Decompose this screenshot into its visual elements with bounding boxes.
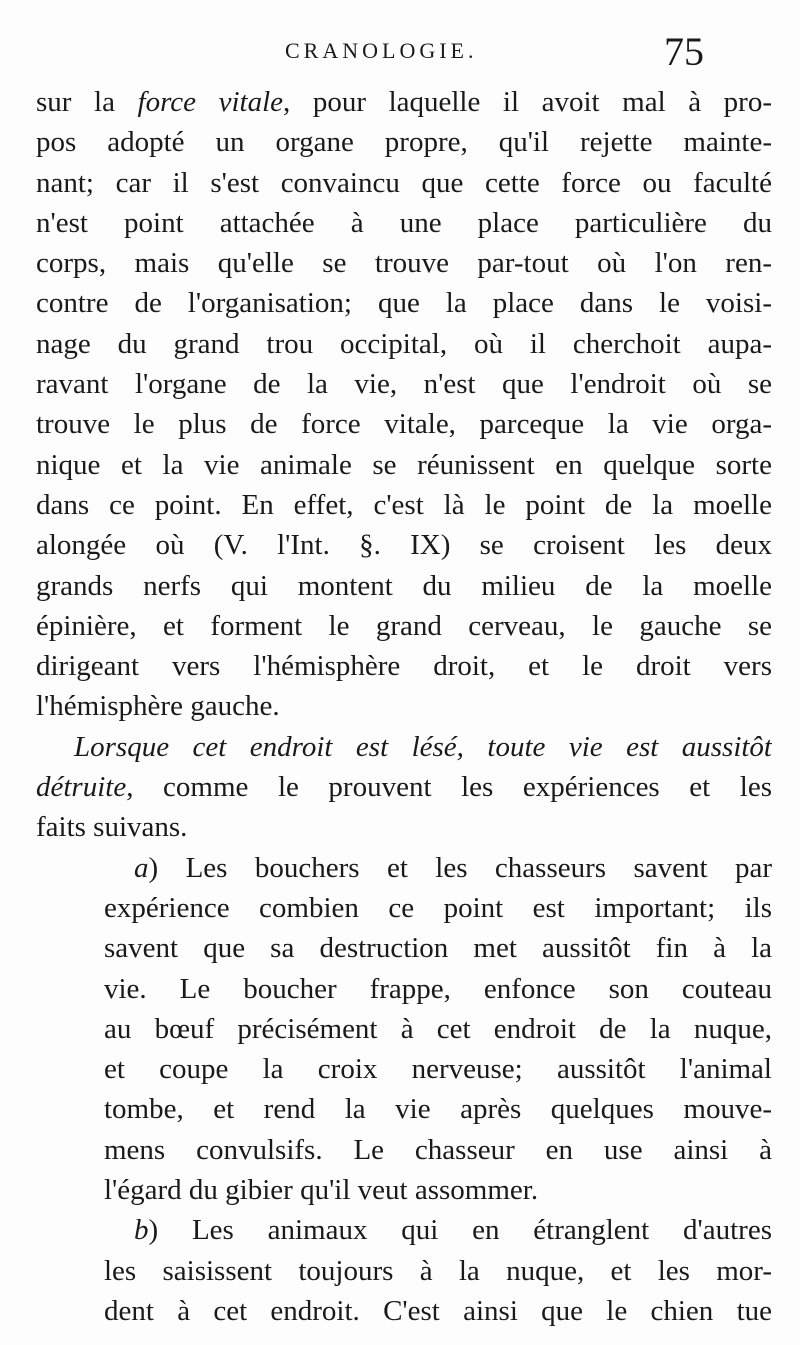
text-line-30: les saisissent toujours à la nuque, et les mor- xyxy=(104,1254,772,1287)
text-line-3: nant; car il s'est convaincu que cette force ou faculté xyxy=(36,166,772,199)
text-line-15: dirigeant vers l'hémisphère droit, et le droit vers xyxy=(36,650,772,683)
text-line-14: épinière, et forment le grand cerveau, le gauche se xyxy=(36,609,772,642)
text-line-4: n'est point attachée à une place particulière du xyxy=(36,206,772,239)
text-line-5: corps, mais qu'elle se trouve par-tout où l'on ren- xyxy=(36,247,772,280)
text-line-18: détruite, comme le prouvent les expériences et les xyxy=(36,771,772,804)
text-line-31: dent à cet endroit. C'est ainsi que le chien tue xyxy=(104,1294,772,1327)
text-line-8: ravant l'organe de la vie, n'est que l'endroit où se xyxy=(36,368,772,401)
text-line-6: contre de l'organisation; que la place dans le voisi- xyxy=(36,287,772,320)
body-text xyxy=(36,82,772,1331)
text-line-28: l'égard du gibier qu'il veut assommer. xyxy=(104,1174,539,1207)
text-line-12: alongée où (V. l'Int. §. IX) se croisent les deux xyxy=(36,529,772,562)
text-line-9: trouve le plus de force vitale, parceque la vie orga- xyxy=(36,408,772,441)
text-line-13: grands nerfs qui montent du milieu de la moelle xyxy=(36,569,772,602)
running-head xyxy=(0,26,800,76)
text-line-10: nique et la vie animale se réunissent en quelque sorte xyxy=(36,448,772,481)
text-line-24: au bœuf précisément à cet endroit de la nuque, xyxy=(104,1012,772,1045)
text-line-19: faits suivans. xyxy=(36,811,188,844)
text-line-29: b) Les animaux qui en étranglent d'autres xyxy=(134,1214,772,1247)
running-title: CRANOLOGIE. xyxy=(285,38,478,63)
text-line-20: a) Les bouchers et les chasseurs savent par xyxy=(134,851,772,884)
text-line-11: dans ce point. En effet, c'est là le point de la moelle xyxy=(36,488,772,521)
text-line-7: nage du grand trou occipital, où il cherchoit aupa- xyxy=(36,327,772,360)
text-line-23: vie. Le boucher frappe, enfonce son couteau xyxy=(104,972,772,1005)
text-line-17: Lorsque cet endroit est lésé, toute vie est aussitôt xyxy=(74,730,772,763)
text-line-2: pos adopté un organe propre, qu'il rejette mainte- xyxy=(36,126,772,159)
text-line-16: l'hémisphère gauche. xyxy=(36,690,280,723)
text-line-27: mens convulsifs. Le chasseur en use ainsi à xyxy=(104,1133,772,1166)
text-line-26: tombe, et rend la vie après quelques mouve- xyxy=(104,1093,772,1126)
text-line-1: sur la force vitale, pour laquelle il avoit mal à pro- xyxy=(36,86,772,118)
text-line-22: savent que sa destruction met aussitôt fin à la xyxy=(104,932,772,965)
text-line-25: et coupe la croix nerveuse; aussitôt l'animal xyxy=(104,1053,772,1086)
text-line-21: expérience combien ce point est important; ils xyxy=(104,891,772,924)
page-number: 75 xyxy=(664,29,704,74)
